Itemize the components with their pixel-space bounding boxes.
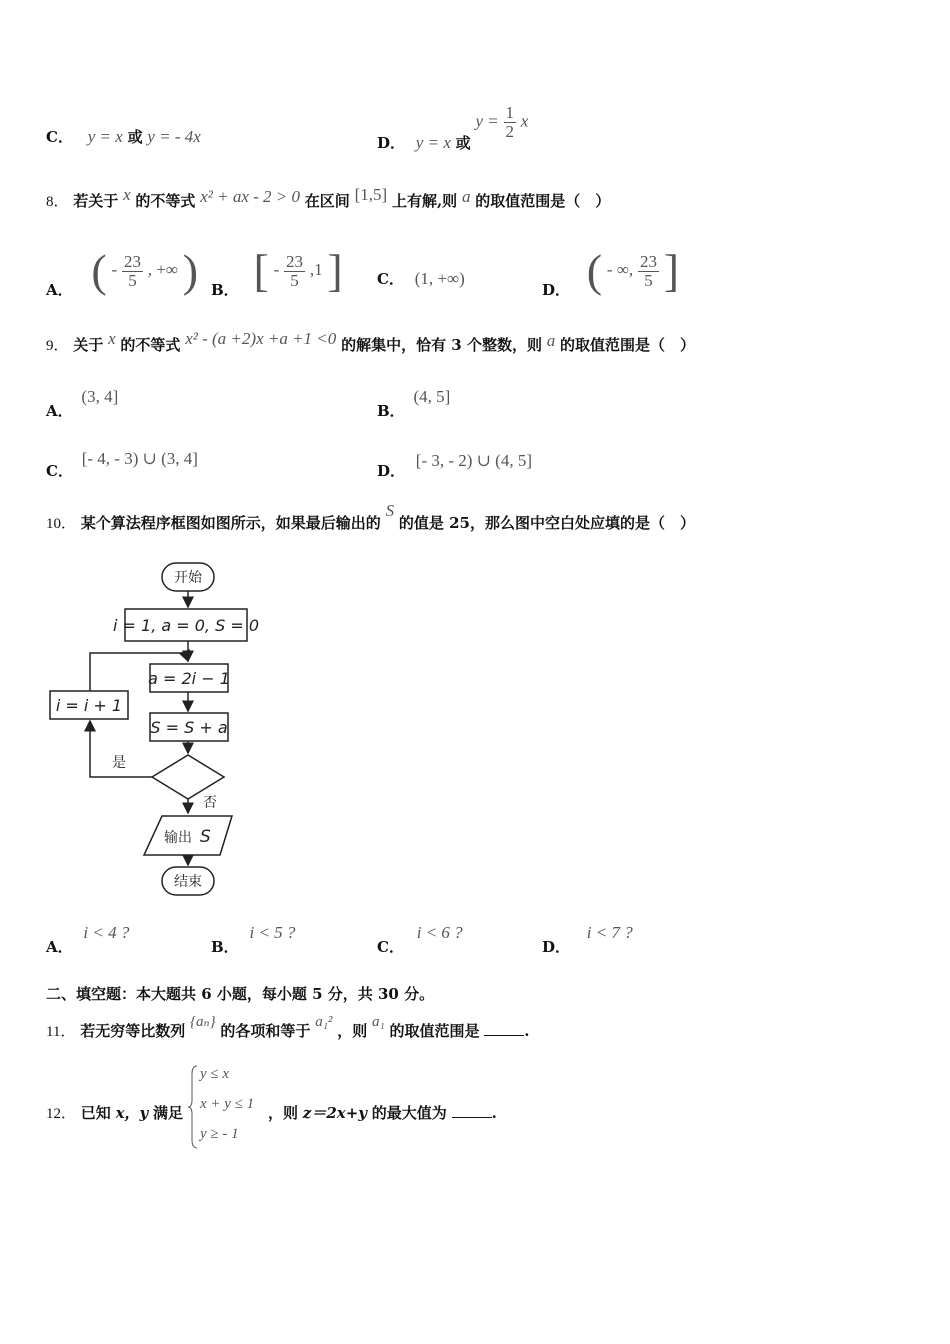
math-expression: y = - 4x (147, 127, 201, 146)
text-or: 或 (127, 128, 143, 146)
math-variable: a (546, 331, 556, 350)
option-label: C． (46, 462, 73, 480)
math-interval: (4, 5] (413, 387, 451, 406)
assign-s-label: S = S + a (150, 718, 228, 737)
question-number: 11． (46, 1024, 76, 1040)
math-expression: i < 4 ? (83, 923, 130, 942)
math-expression: y = x (415, 133, 451, 153)
math-variable: a (461, 187, 471, 206)
answer-blank (452, 1103, 492, 1118)
q9-option-d (377, 450, 533, 480)
question-text: 的最大值为 (371, 1104, 447, 1122)
start-label: 开始 (174, 570, 202, 586)
q8-option-b (211, 245, 343, 299)
fraction-numerator: 1 (505, 103, 514, 122)
left-brace-icon (188, 1064, 198, 1150)
math-expression: i < 6 ? (416, 923, 463, 942)
close-paren: ) (182, 245, 199, 296)
constraint-3: y ≥ - 1 (200, 1126, 239, 1142)
question-text: 的不等式 (120, 336, 181, 354)
period: . (524, 1022, 530, 1040)
math-variable: x (108, 329, 116, 348)
q12-prefix (46, 1102, 183, 1123)
question-text: 某个算法程序框图如图所示，如果最后输出的 (80, 514, 381, 532)
question-text: 若无穷等比数列 (80, 1022, 186, 1040)
math-expression: i < 7 ? (586, 923, 633, 942)
fraction-denominator: 5 (290, 270, 299, 290)
condition-diamond (152, 755, 224, 799)
option-label: D． (377, 134, 406, 153)
option-label: D． (542, 281, 571, 299)
q10-option-c (377, 922, 463, 956)
question-text: 关于 (73, 336, 104, 354)
math-variable: S (385, 501, 395, 520)
constraint-2: x + y ≤ 1 (200, 1096, 255, 1112)
math-minus: - (111, 260, 118, 279)
math-variables: x，y (115, 1104, 149, 1122)
option-label: D． (377, 462, 406, 480)
option-label: C． (377, 938, 404, 956)
math-variable: x (520, 111, 529, 131)
close-bracket: ] (327, 245, 343, 296)
q7-option-d (377, 103, 529, 153)
fraction-denominator: 5 (644, 270, 653, 290)
question-number: 12． (46, 1106, 77, 1122)
end-label: 结束 (174, 874, 202, 890)
math-expression: , +∞ (147, 260, 178, 279)
option-label: A． (46, 938, 73, 956)
math-expression: ,1 (309, 260, 323, 279)
question-text: ，则 (268, 1104, 299, 1122)
math-interval: (1, +∞) (414, 269, 465, 288)
q10-option-a (46, 922, 130, 956)
text-or: 或 (455, 134, 471, 153)
option-label: C． (46, 128, 73, 146)
fraction-denominator: 5 (128, 270, 137, 290)
option-label: C． (377, 270, 404, 288)
math-expression: a₁² (315, 1014, 333, 1030)
q8-option-d (542, 245, 680, 299)
no-label: 否 (203, 795, 217, 811)
period: . (491, 1104, 497, 1122)
section-heading: 二、填空题：本大题共 6 小题，每小题 5 分，共 30 分。 (46, 985, 435, 1003)
question-number: 8． (46, 194, 69, 210)
question-number: 9． (46, 338, 69, 354)
question-text: 若关于 (73, 192, 119, 210)
fraction (504, 104, 517, 141)
math-expression: y = x (87, 127, 123, 146)
question-text: 的值是 25，那么图中空白处应填的是（ ） (398, 514, 695, 532)
answer-blank (484, 1021, 524, 1036)
question-number: 10． (46, 516, 77, 532)
q7-option-c (46, 126, 201, 147)
math-interval: [- 4, - 3) ∪ (3, 4] (81, 449, 198, 468)
option-label: B． (377, 402, 405, 420)
fraction-numerator: 23 (639, 251, 657, 271)
math-expression: z＝2x+y (302, 1104, 367, 1122)
open-bracket: [ (253, 245, 269, 296)
math-interval: (3, 4] (81, 387, 119, 406)
math-expression: y = (475, 111, 499, 131)
math-expression: x² - (a +2)x +a +1 <0 (185, 329, 337, 348)
q12-suffix (268, 1102, 497, 1123)
init-label: i = 1, a = 0, S = 0 (112, 616, 260, 635)
q8-option-a (46, 245, 199, 299)
math-interval: [1,5] (354, 185, 388, 204)
q10-option-d (542, 922, 633, 956)
question-text: 上有解,则 (391, 192, 458, 210)
question-text: 满足 (153, 1104, 184, 1122)
question-text: 的解集中，恰有 3 个整数，则 (341, 336, 542, 354)
fraction (122, 253, 143, 290)
option-label: B． (211, 281, 239, 299)
option-label: D． (542, 938, 571, 956)
option-label: B． (211, 938, 239, 956)
increment-i-label: i = i + 1 (55, 696, 123, 715)
math-expression: a₁ (371, 1014, 385, 1030)
q10-stem (46, 501, 695, 533)
math-expression: - ∞, (606, 260, 634, 279)
output-label: 输出 (164, 830, 192, 846)
math-expression: i < 5 ? (249, 923, 296, 942)
question-text: ，则 (337, 1022, 368, 1040)
option-label: A． (46, 281, 73, 299)
fraction-denominator: 2 (505, 121, 514, 141)
q9-option-a (46, 386, 119, 420)
math-expression: x² + ax - 2 > 0 (200, 187, 301, 206)
q9-stem (46, 329, 696, 355)
output-var: S (200, 827, 211, 847)
yes-label: 是 (112, 755, 126, 771)
fraction-numerator: 23 (286, 251, 304, 271)
question-text: 在区间 (304, 192, 350, 210)
q8-option-c (377, 268, 465, 289)
assign-a-label: a = 2i − 1 (148, 669, 230, 688)
fraction (284, 253, 305, 290)
fraction-numerator: 23 (123, 251, 141, 271)
fraction (638, 253, 659, 290)
question-text: 的不等式 (135, 192, 196, 210)
q9-option-b (377, 386, 451, 420)
q9-option-c (46, 448, 198, 480)
question-text: 的取值范围是（ ） (560, 336, 696, 354)
flowchart-diagram (40, 555, 260, 905)
question-text: 的取值范围是 (389, 1022, 480, 1040)
question-text: 已知 (80, 1104, 111, 1122)
q8-stem (46, 185, 611, 211)
q11-stem (46, 1010, 530, 1040)
constraint-1: y ≤ x (200, 1066, 230, 1082)
close-bracket: ] (663, 245, 680, 296)
math-variable: x (123, 185, 131, 204)
question-text: 的各项和等于 (220, 1022, 311, 1040)
option-label: A． (46, 402, 73, 420)
constraint-system (188, 1064, 266, 1150)
q10-option-b (211, 922, 296, 956)
math-minus: - (273, 260, 280, 279)
open-paren: ( (586, 245, 603, 296)
open-paren: ( (91, 245, 107, 296)
math-expression: {aₙ} (190, 1014, 216, 1030)
question-text: 的取值范围是（ ） (475, 192, 611, 210)
math-interval: [- 3, - 2) ∪ (4, 5] (415, 451, 533, 470)
